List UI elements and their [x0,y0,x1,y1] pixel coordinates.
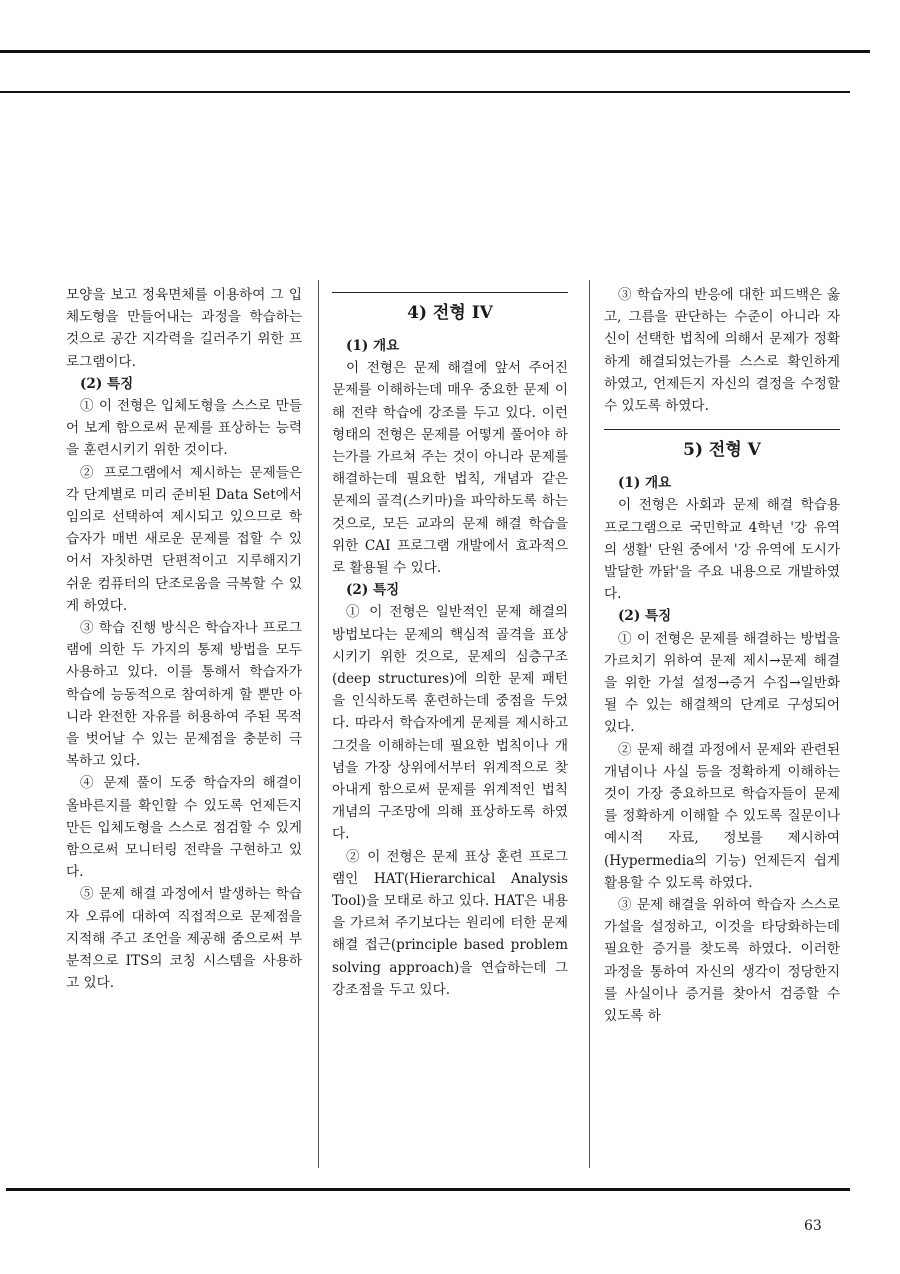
paragraph: ② 프로그램에서 제시하는 문제들은 각 단계별로 미리 준비된 Data Set에서 임의로 선택하여 제시되고 있으므로 학습자가 매번 새로운 문제를 접할 수 있어서 자칫하면 단편적이고 지루해지기 쉬운 컴퓨터의 단조로움을 극복할 수 있게 하였다. [66,464,302,614]
column-middle [332,284,568,1001]
section-divider [332,292,568,293]
subheading-features: (2) 특징 [80,375,134,392]
section-title: 4) 전형 IV [407,303,493,323]
paragraph: ② 이 전형은 문제 표상 훈련 프로그램인 HAT(Hierarchical Analysis Tool)을 모태로 하고 있다. HAT은 내용을 가르쳐 주기보다는 원리에 터한 문제 해결 접근(principle based problem solving approach)을 연습하는데 그 강조점을 두고 있다. [332,848,568,998]
subheading-overview: (1) 개요 [346,338,400,354]
subheading-overview: (1) 개요 [618,475,672,492]
paragraph: 모양을 보고 정육면체를 이용하여 그 입체도형을 만들어내는 과정을 학습하는 것으로 공간 지각력을 길러주기 위한 프로그램이다. [66,287,302,370]
paragraph: ① 이 전형은 입체도형을 스스로 만들어 보게 함으로써 문제를 표상하는 능력을 훈련시키기 위한 것이다. [66,398,302,459]
column-right [604,284,840,1027]
paragraph: ③ 학습자의 반응에 대한 피드백은 옳고, 그름을 판단하는 수준이 아니라 자신이 선택한 법칙에 의해서 문제가 정확하게 해결되었는가를 스스로 확인하게 하였고, 언제든지 자신의 결정을 수정할 수 있도록 하였다. [604,287,840,415]
paragraph: ⑤ 문제 해결 과정에서 발생하는 학습자 오류에 대하여 직접적으로 문제점을 지적해 주고 조언을 제공해 줌으로써 부분적으로 ITS의 코칭 시스템을 사용하고 있다. [66,886,302,992]
column-divider [318,280,319,1168]
bottom-rule [6,1188,850,1191]
paragraph: 이 전형은 문제 해결에 앞서 주어진 문제를 이해하는데 매우 중요한 문제 이해 전략 학습에 강조를 두고 있다. 이런 형태의 전형은 문제를 어떻게 풀어야 하는가를 가르쳐 주는 것이 아니라 문제를 해결하는데 필요한 법칙, 개념과 같은 문제의 골격(스키마)을 파악하도록 하는 것으로, 모든 교과의 문제 해결 학습을 위한 CAI 프로그램 개발에서 효과적으로 활용될 수 있다. [332,360,568,577]
paragraph: ② 문제 해결 과정에서 문제와 관련된 개념이나 사실 등을 정확하게 이해하는 것이 가장 중요하므로 학습자들이 문제를 정확하게 이해할 수 있도록 질문이나 예시적 자료, 정보를 제시하여(Hypermedia의 기능) 언제든지 쉽게 활용할 수 있도록 하였다. [604,741,840,891]
paragraph: 이 전형은 사회과 문제 해결 학습용 프로그램으로 국민학교 4학년 '강 유역의 생활' 단원 중에서 '강 유역에 도시가 발달한 까닭'을 주요 내용으로 개발하였다. [604,497,840,603]
subheading-features: (2) 특징 [346,582,400,599]
column-left [66,284,302,995]
top-rule [0,50,870,53]
page-number: 63 [804,1218,822,1234]
section-divider [604,429,840,430]
paragraph: ③ 문제 해결을 위하여 학습자 스스로 가설을 설정하고, 이것을 타당화하는데 필요한 증거를 찾도록 하였다. 이러한 과정을 통하여 자신의 생각이 정당한지를 사실이나 증거를 찾아서 검증할 수 있도록 하 [604,897,840,1025]
subheading-features: (2) 특징 [618,608,672,625]
paragraph: ① 이 전형은 일반적인 문제 해결의 방법보다는 문제의 핵심적 골격을 표상시키기 위한 것으로, 문제의 심층구조(deep structures)에 의한 문제 패턴을 인식하도록 훈련하는데 중점을 두었다. 따라서 학습자에게 문제를 제시하고 그것을 이해하는데 필요한 법칙이나 개념을 가장 상위에서부터 위계적으로 찾아내게 함으로써 문제를 위계적인 법칙 개념의 구조망에 의해 표상하도록 하였다. [332,604,568,843]
section-title: 5) 전형 V [683,440,761,461]
top-rule-secondary [0,91,850,93]
paragraph: ④ 문제 풀이 도중 학습자의 해결이 올바른지를 확인할 수 있도록 언제든지 만든 입체도형을 스스로 점검할 수 있게 함으로써 모니터링 전략을 구현하고 있다. [66,775,302,881]
paragraph: ③ 학습 진행 방식은 학습자나 프로그램에 의한 두 가지의 통제 방법을 모두 사용하고 있다. 이를 통해서 학습자가 학습에 능동적으로 참여하게 할 뿐만 아니라 완전한 자유를 허용하여 주된 목적을 벗어날 수 있는 문제점을 충분히 극복하고 있다. [66,620,302,770]
column-divider [589,280,590,1168]
paragraph: ① 이 전형은 문제를 해결하는 방법을 가르치기 위하여 문제 제시→문제 해결을 위한 가설 설정→증거 수집→일반화될 수 있는 해결책의 단계로 구성되어 있다. [604,630,840,736]
